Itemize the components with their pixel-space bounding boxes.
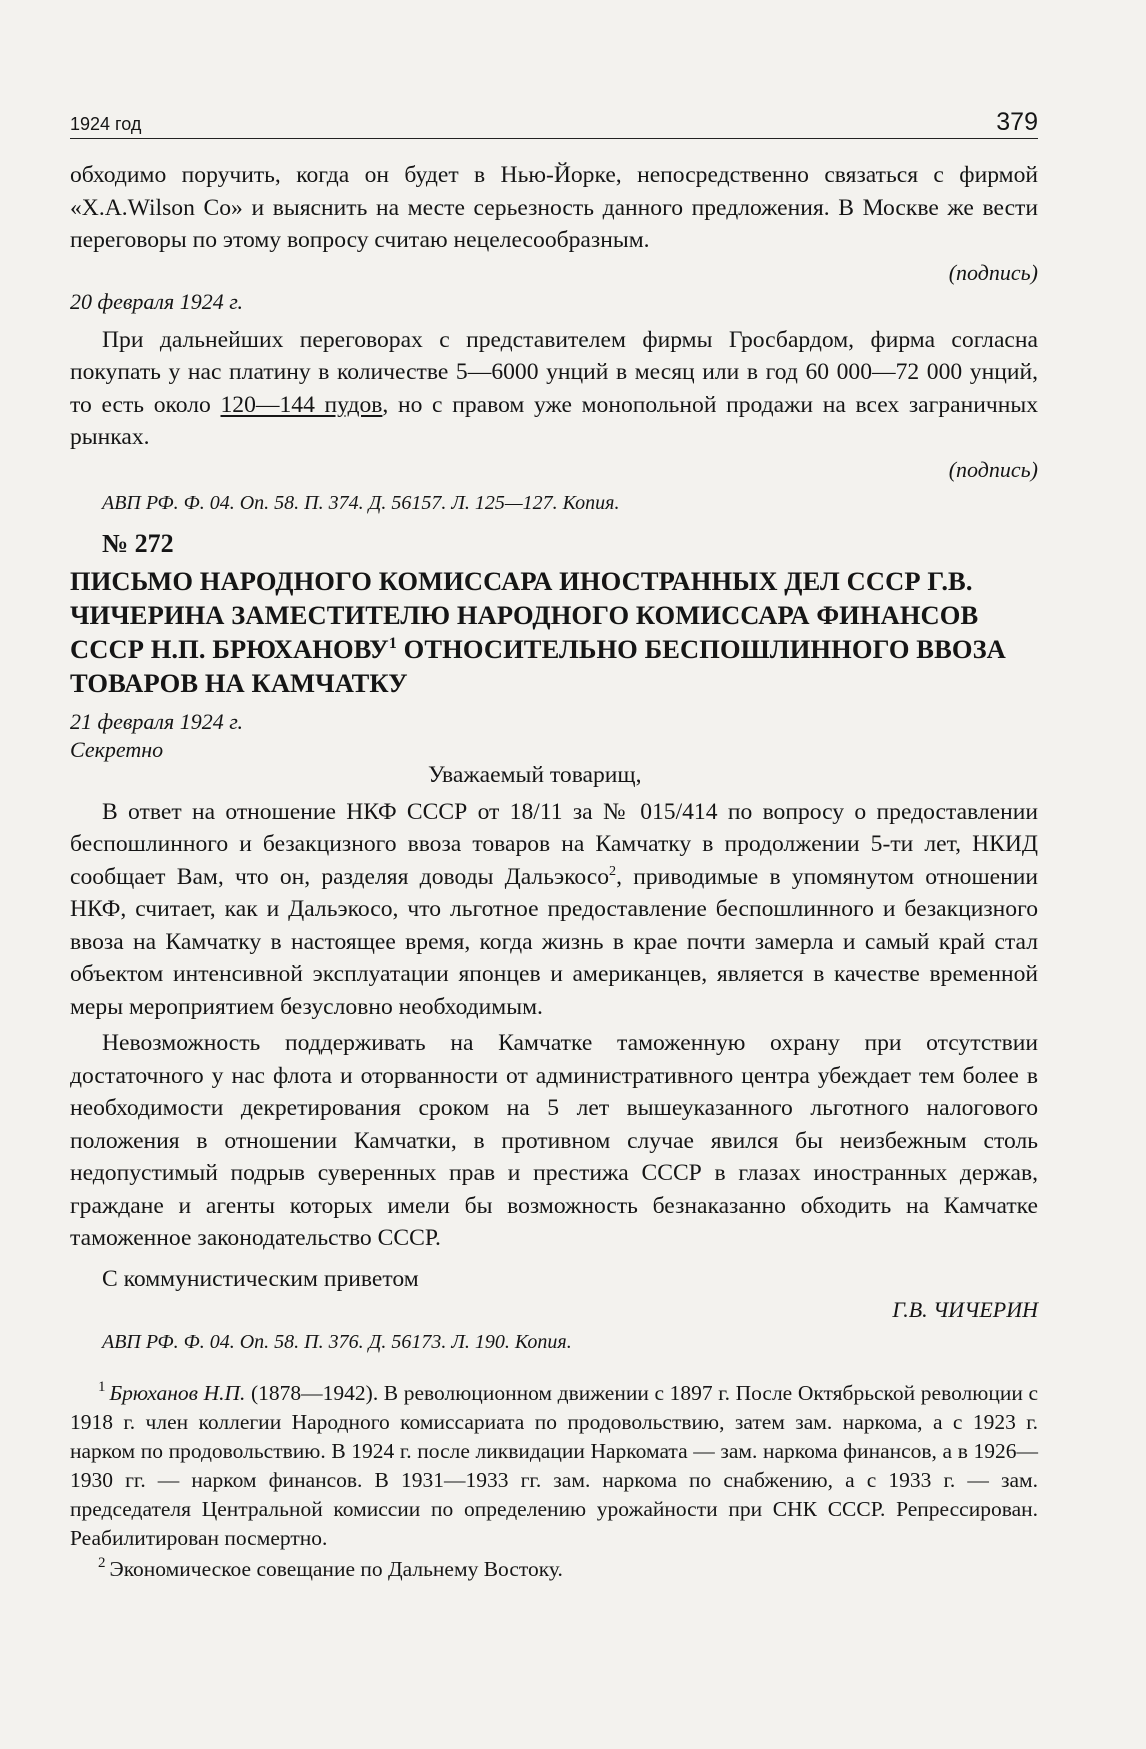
doc272-archive-reference: АВП РФ. Ф. 04. Оп. 58. П. 376. Д. 56173. Л. 190. Копия. <box>102 1330 572 1353</box>
page-number: 379 <box>996 108 1038 136</box>
doc272-paragraph-1-start: В ответ на отношение НКФ СССР от 18/11 за № 015/414 по вопросу о предоставлении беспошлинного и безакцизного ввоза товаров на Камчатку в продолжении 5-ти лет, НКИД сообщает Вам, что он, разделяя доводы Дальэкосо <box>70 798 1038 890</box>
footnote-1-text: (1878—1942). В революционном движении с 1897 г. После Октябрьской революции с 1918 г. член коллегии Народного комиссариата по продовольствию, затем зам. наркома, а с 1923 г. нарком по продовольствию. В 1924 г. после ликвидации Наркомата — зам. наркома финансов, а в 1926—1930 гг. — нарком финансов. В 1931—1933 гг. зам. наркома по снабжению, а с 1933 г. — зам. председателя Центральной комиссии по определению урожайности при СНК СССР. Репрессирован. Реабилитирован посмертно. <box>70 1380 1038 1550</box>
doc272-paragraph-2: Невозможность поддерживать на Камчатке таможенную охрану при отсутствии достаточного у нас флота и оторванности от административного центра убеждает тем более в необходимости декретирования сроком на 5 лет вышеуказанного льготного налогового положения в отношении Камчатки, в противном случае явился бы неизбежным столь недопустимый подрыв суверенных прав и престижа СССР в глазах иностранных держав, граждане и агенты которых имели бы возможность безнаказанно обходить на Камчатке таможенное законодательство СССР. <box>70 1030 1038 1251</box>
doc271-paragraph-2-start: При дальнейших переговорах с представителем фирмы Гросбардом, фирма согласна покупать у нас платину в количестве 5—6000 унций в месяц или в год 60 000—72 000 унций, то есть около <box>70 326 1038 418</box>
footnote-1-number: 1 <box>98 1379 106 1396</box>
running-header <box>70 108 1038 139</box>
doc271-paragraph-2 <box>70 324 1038 454</box>
doc272-paragraph-1 <box>70 796 1038 1024</box>
signature-name: Г.В. ЧИЧЕРИН <box>892 1296 1038 1322</box>
document-title <box>70 564 1038 700</box>
footnotes <box>70 1379 1038 1584</box>
footnote-ref-1: 1 <box>388 634 397 652</box>
page-content <box>70 159 1038 1584</box>
footnote-2-text: Экономическое совещание по Дальнему Востоку. <box>109 1556 563 1581</box>
doc271-signature-1: (подпись) <box>948 259 1038 285</box>
doc271-paragraph-2-end: , но с правом уже монопольной продажи на всех заграничных рынках. <box>70 391 1038 450</box>
footnote-1 <box>70 1379 1038 1553</box>
doc271-signature-2: (подпись) <box>948 456 1038 482</box>
doc271-date: 20 февраля 1924 г. <box>70 288 244 314</box>
document-number: № 272 <box>102 528 174 558</box>
running-header-year: 1924 год <box>70 114 142 134</box>
document-date: 21 февраля 1924 г. <box>70 708 244 734</box>
footnote-2 <box>70 1555 1038 1584</box>
footnote-1-name: Брюханов Н.П. <box>109 1380 246 1405</box>
closing-salutation: С коммунистическим приветом <box>102 1265 419 1292</box>
footnote-ref-2: 2 <box>609 862 617 879</box>
doc271-archive-reference: АВП РФ. Ф. 04. Оп. 58. П. 374. Д. 56157. Л. 125—127. Копия. <box>102 491 620 514</box>
secrecy-mark: Секретно <box>70 736 164 762</box>
doc272-paragraph-1-end: , приводимые в упомянутом отношении НКФ, считает, как и Дальэкосо, что льготное предоставление беспошлинного и безакцизного ввоза на Камчатку в настоящее время, когда жизнь в крае почти замерла и самый край стал объектом интенсивной эксплуатации японцев и американцев, является в качестве временной меры мероприятием безусловно необходимым. <box>70 863 1038 1020</box>
document-title-end: ОТНОСИТЕЛЬНО БЕСПОШЛИННОГО ВВОЗА ТОВАРОВ НА КАМЧАТКУ <box>70 633 1006 698</box>
document-title-start: ПИСЬМО НАРОДНОГО КОМИССАРА ИНОСТРАННЫХ ДЕЛ СССР Г.В. ЧИЧЕРИНА ЗАМЕСТИТЕЛЮ НАРОДНОГО КОМИССАРА ФИНАНСОВ СССР Н.П. БРЮХАНОВУ <box>70 565 979 664</box>
doc271-underlined-amount: 120—144 пудов <box>220 391 383 418</box>
greeting: Уважаемый товарищ, <box>428 761 642 788</box>
footnote-2-number: 2 <box>98 1555 106 1572</box>
doc271-paragraph-1: обходимо поручить, когда он будет в Нью-Йорке, непосредственно связаться с фирмой «Х.А.Wilson Co» и выяснить на месте серьезность данного предложения. В Москве же вести переговоры по этому вопросу считаю нецелесообразным. <box>70 162 1038 253</box>
